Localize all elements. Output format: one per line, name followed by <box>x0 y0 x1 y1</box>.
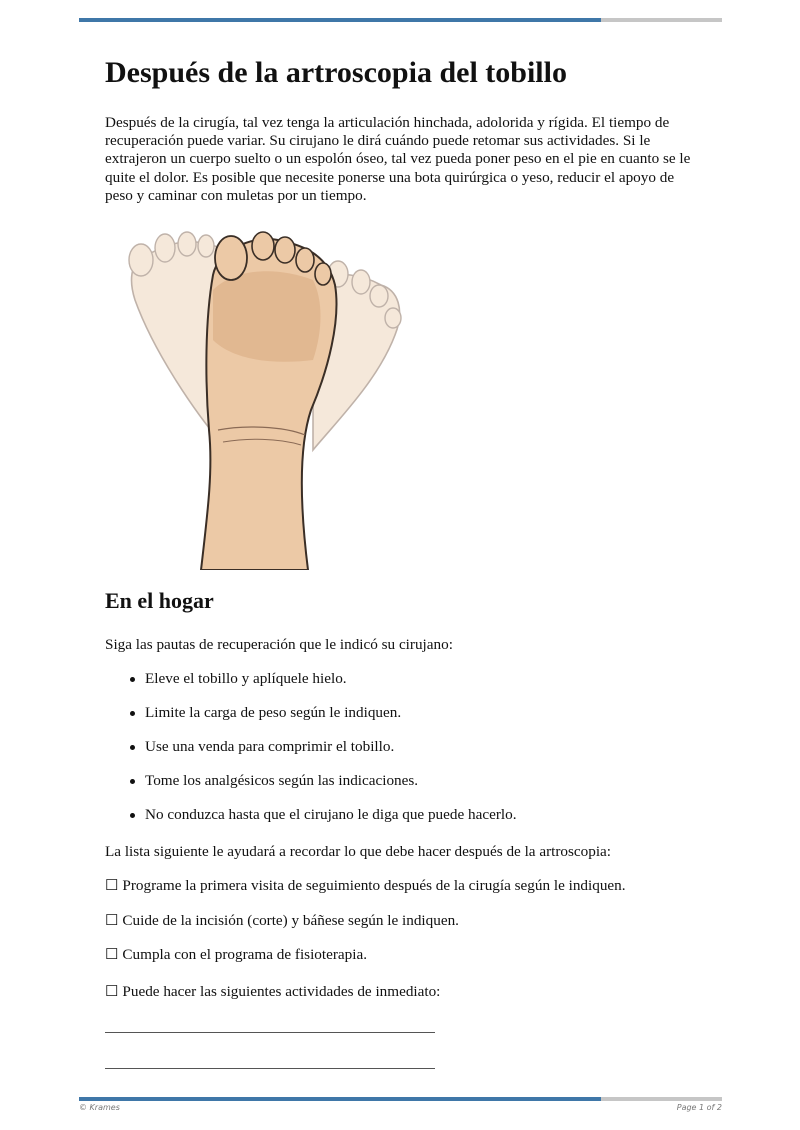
checklist-intro: La lista siguiente le ayudará a recordar lo que debe hacer después de la artroscopia: <box>105 843 612 860</box>
blank-line <box>105 1068 435 1069</box>
ankle-motion-illustration-icon <box>113 230 413 570</box>
top-accent-bar-gray <box>601 18 722 22</box>
list-item: Limite la carga de peso según le indiquen. <box>105 704 517 738</box>
checklist-item: ☐ Programe la primera visita de seguimiento después de la cirugía según le indiquen. <box>105 877 626 894</box>
recovery-guidelines-list <box>105 670 517 840</box>
footer-accent-bar <box>79 1097 722 1101</box>
checklist-item: ☐ Cuide de la incisión (corte) y báñese según le indiquen. <box>105 912 459 929</box>
checklist-item: ☐ Cumpla con el programa de fisioterapia. <box>105 946 368 963</box>
footer-page-number: Page 1 of 2 <box>676 1103 722 1112</box>
footer-copyright: © Krames <box>79 1103 120 1112</box>
list-item: Eleve el tobillo y aplíquele hielo. <box>105 670 517 704</box>
footer-accent-bar-blue <box>79 1097 601 1101</box>
page-title: Después de la artroscopia del tobillo <box>105 56 567 89</box>
blank-line <box>105 1032 435 1033</box>
list-item: Tome los analgésicos según las indicaciones. <box>105 772 517 806</box>
list-item: No conduzca hasta que el cirujano le diga que puede hacerlo. <box>105 806 517 840</box>
top-accent-bar-blue <box>79 18 601 22</box>
section-title-home: En el hogar <box>105 588 214 613</box>
top-accent-bar <box>79 18 722 22</box>
checklist-item: ☐ Puede hacer las siguientes actividades de inmediato: <box>105 983 441 1000</box>
list-item: Use una venda para comprimir el tobillo. <box>105 738 517 772</box>
guidelines-intro: Siga las pautas de recuperación que le indicó su cirujano: <box>105 636 453 653</box>
footer-accent-bar-gray <box>601 1097 722 1101</box>
intro-paragraph: Después de la cirugía, tal vez tenga la articulación hinchada, adolorida y rígida. El tiempo de recuperación puede variar. Su cirujano le dirá cuándo puede retomar sus actividades. Si le extrajeron un cuerpo suelto o un espolón óseo, tal vez pueda poner peso en el pie en cuanto se le quite el dolor. Es posible que necesite ponerse una bota quirúrgica o yeso, reducir el apoyo de peso y caminar con muletas por un tiempo. <box>105 114 691 204</box>
